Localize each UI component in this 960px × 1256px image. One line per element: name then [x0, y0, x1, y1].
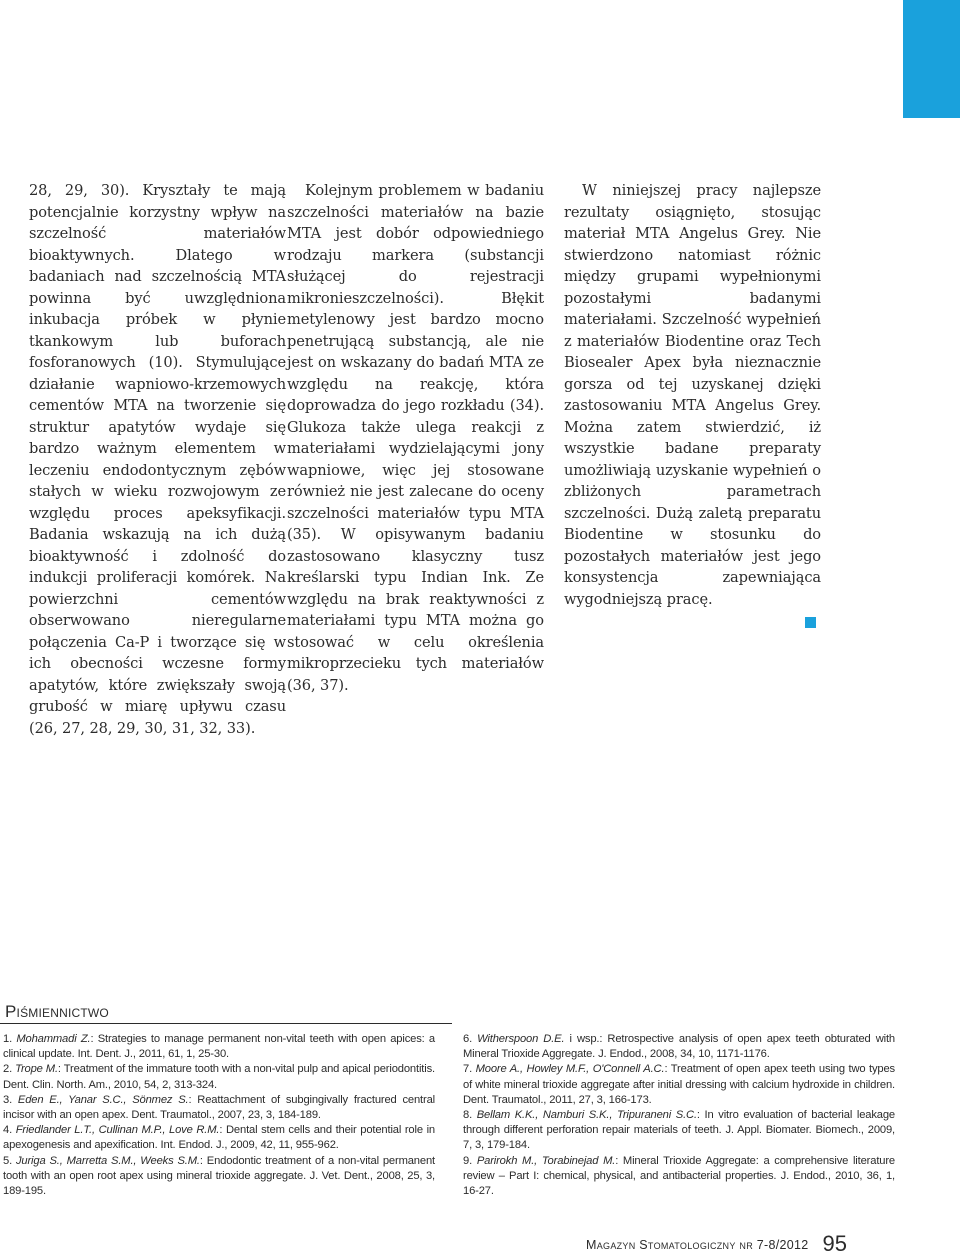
reference-item: 7. Moore A., Howley M.F., O'Connell A.C.: Treatment of open apex teeth using two types of white mineral trioxide aggregate after initial dressing with calcium hydroxide in children. Dent. Traumatol., 2011, 27, 3, 166-173. — [463, 1063, 895, 1106]
reference-item: 6. Witherspoon D.E. i wsp.: Retrospective analysis of open apex teeth obturated with Mineral Trioxide Aggregate. J. Endod., 2008, 34, 10, 1171-1176. — [463, 1033, 896, 1061]
references-list-left — [3, 1032, 435, 1199]
paragraph: 28, 29, 30). Kryształy te mają potencjalnie korzystny wpływ na szczelność materiałów bioaktywnych. Dlatego w badaniach nad szczelnością MTA powinna być uwzględniona inkubacja próbek w płynie tkankowym lub buforach fosforanowych (10). Stymulujące działanie wapniowo-krzemowych cementów MTA na tworzenie się struktur apatytów wydaje się bardzo ważnym elementem w leczeniu endodontycznym zębów stałych w wieku rozwojowym ze względu proces apeksyfikacji. Badania wskazują na ich dużą bioaktywność i zdolność do indukcji proliferacji komórek. Na powierzchni cementów obserwowano nieregularne połączenia Ca-P i tworzące się w ich obecności wczesne formy apatytów, które zwiększały swoją grubość w miarę upływu czasu (26, 27, 28, 29, 30, 31, 32, 33). — [29, 182, 286, 737]
page-number: 95 — [822, 1231, 848, 1256]
page-footer — [586, 1229, 847, 1255]
references-list-right — [463, 1032, 895, 1199]
reference-item: 9. Parirokh M., Torabinejad M.: Mineral Trioxide Aggregate: a comprehensive literature review – Part I: chemical, physical, and antibacterial properties. J. Endod., 2010, 36, 1, 16-27. — [463, 1154, 896, 1198]
text-column-3 — [564, 180, 821, 610]
section-tab-marker — [903, 0, 960, 118]
reference-item: 8. Bellam K.K., Namburi S.K., Tripuraneni S.C.: In vitro evaluation of bacterial leakage through different perforation repair materials of teeth. J. Appl. Biomater. Biomech., 2009, 7, 3, 179-184. — [463, 1109, 895, 1152]
reference-item: 2. Trope M.: Treatment of the immature tooth with a non-vital pulp and apical periodontitis. Dent. Clin. North. Am., 2010, 54, 2, 313-324. — [3, 1063, 435, 1091]
references-heading: Piśmiennictwo — [5, 1002, 109, 1021]
reference-item: 4. Friedlander L.T., Cullinan M.P., Love R.M.: Dental stem cells and their potential role in apexogenesis and apexification. Int. Endod. J., 2009, 42, 11, 955-962. — [3, 1124, 435, 1152]
references-divider — [0, 1023, 452, 1024]
paragraph: Kolejnym problemem w badaniu szczelności materiałów na bazie MTA jest dobór odpowiedniego rodzaju markera (substancji służącej do rejestracji mikronieszczelności). Błękit metylenowy jest bardzo mocno penetrującą substancją, ale nie jest on wskazany do badań MTA ze względu na reakcję, która doprowadza do jego rozkładu (34). Glukoza także ulega reakcji z materiałami wydzielającymi jony wapniowe, więc jej stosowane również nie jest zalecane do oceny szczelności materiałów typu MTA (35). W opisywanym badaniu zastosowano klasyczny tusz kreślarski typu Indian Ink. Ze względu na brak reaktywności z materiałami typu MTA można go stosować w celu określenia mikroprzecieku tych materiałów (36, 37). — [287, 182, 544, 694]
reference-item: 5. Juriga S., Marretta S.M., Weeks S.M.: Endodontic treatment of a non-vital permanent tooth with an open root apex using mineral trioxide aggregate. J. Vet. Dent., 2008, 25, 3, 189-195. — [3, 1154, 435, 1198]
end-of-article-square-icon — [805, 617, 816, 628]
text-column-2 — [287, 180, 544, 696]
paragraph: W niniejszej pracy najlepsze rezultaty osiągnięto, stosując materiał MTA Angelus Grey. Nie stwierdzono natomiast różnic między grupami wypełnionymi pozostałymi badanymi materiałami. Szczelność wypełnień z materiałów Biodentine oraz Tech Biosealer Apex była nieznacznie gorsza od tej uzyskanej dzięki zastosowaniu MTA Angelus Grey. Można zatem stwierdzić, iż wszystkie badane preparaty umożliwiają uzyskanie wypełnień o zbliżonych parametrach szczelności. Dużą zaletą preparatu Biodentine w stosunku do pozostałych materiałów jest jego konsystencja zapewniająca wygodniejszą pracę. — [564, 182, 821, 608]
reference-item: 3. Eden E., Yanar S.C., Sönmez S.: Reattachment of subgingivally fractured central incisor with an open apex. Dent. Traumatol., 2007, 23, 3, 184-189. — [3, 1093, 435, 1122]
journal-name: Magazyn Stomatologiczny nr 7-8/2012 — [586, 1238, 809, 1252]
reference-item: 1. Mohammadi Z.: Strategies to manage permanent non-vital teeth with open apices: a clinical update. Int. Dent. J., 2011, 61, 1, 25-30. — [3, 1033, 435, 1061]
text-column-1 — [29, 180, 286, 739]
